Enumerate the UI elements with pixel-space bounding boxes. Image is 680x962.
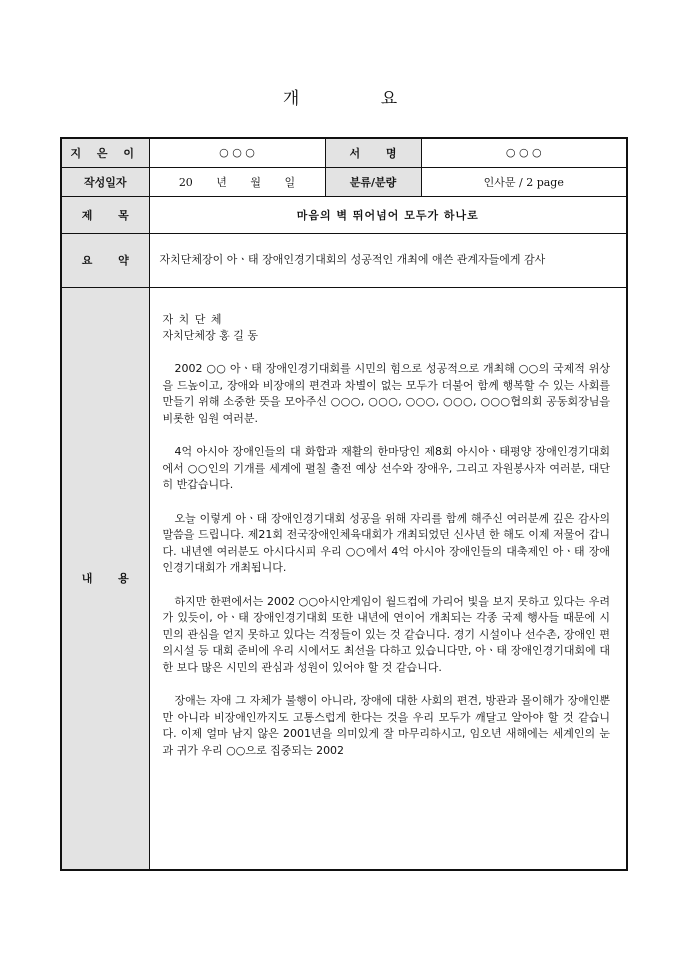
address-line-1: 자 치 단 체 (162, 312, 223, 326)
title-row (61, 196, 627, 233)
title-label: 제 목 (61, 196, 149, 233)
page-title: 개 요 (282, 89, 436, 109)
content-row (61, 287, 627, 870)
category-label: 분류/분량 (325, 167, 421, 196)
address-line-2: 자치단체장 홍 길 동 (162, 329, 258, 343)
category-value: 인사문 / 2 page (421, 167, 627, 196)
title-value: 마음의 벽 뛰어넘어 모두가 하나로 (149, 196, 627, 233)
author-value: ○ ○ ○ (149, 138, 325, 167)
summary-label: 요 약 (61, 233, 149, 287)
date-label: 작성일자 (61, 167, 149, 196)
date-value: 20 년 월 일 (149, 167, 325, 196)
content-paragraph: 하지만 한편에서는 2002 ○○아시안게임이 월드컵에 가리어 빛을 보지 못하고 있다는 우려가 있듯이, 아ㆍ태 장애인경기대회 또한 내년에 연이어 개최되는 각종 국제 행사들 때문에 시민의 관심을 얻지 못하고 있다는 걱정들이 있는 것 같습니다. 경기 시설이나 선수촌, 장애인 편의시설 등 대회 준비에 우리 시에서도 최선을 다하고 있습니다만, 아ㆍ태 장애인경기대회에 대한 보다 많은 시민의 관심과 성원이 있어야 할 것 같습니다. (162, 594, 610, 674)
author-row (61, 138, 627, 167)
summary-row (61, 233, 627, 287)
name-value: ○ ○ ○ (421, 138, 627, 167)
author-label: 지 은 이 (61, 138, 149, 167)
content-paragraph: 4억 아시아 장애인들의 대 화합과 재활의 한마당인 제8회 아시아ㆍ태평양 장애인경기대회에서 ○○인의 기개를 세계에 펼칠 출전 예상 선수와 장애우, 그리고 자원봉사자 여러분, 대단히 반갑습니다. (162, 445, 610, 492)
content-paragraph: 장애는 자애 그 자체가 불행이 아니라, 장애에 대한 사회의 편견, 방관과 몰이해가 장애인뿐만 아니라 비장애인까지도 고통스럽게 한다는 것을 우리 모두가 깨달고 알아야 할 것 같습니다. 이제 얼마 남지 않은 2001년을 의미있게 잘 마무리하시고, 임오년 새해에는 세계인의 눈과 귀가 우리 ○○으로 집중되는 2002 (162, 694, 610, 757)
content-paragraph: 2002 ○○ 아ㆍ태 장애인경기대회를 시민의 힘으로 성공적으로 개최해 ○○의 국제적 위상을 드높이고, 장애와 비장애의 편견과 차별이 없는 모두가 더불어 함께 행복할 수 있는 사회를 만들기 위해 소중한 뜻을 모아주신 ○○○, ○○○, ○○○, ○○○, ○○○협의회 공동회장님을 비롯한 임원 여러분. (162, 362, 610, 426)
content-paragraph: 오늘 이렇게 아ㆍ태 장애인경기대회 성공을 위해 자리를 함께 해주신 여러분께 깊은 감사의 말씀을 드립니다. 제21회 전국장애인체육대회가 개최되었던 신사년 한 해도 이제 저물어 갑니다. 내년엔 여러분도 아시다시피 우리 ○○에서 4억 아시아 장애인들의 대축제인 아ㆍ태 장애인경기대회가 개최됩니다. (162, 511, 610, 575)
date-row (61, 167, 627, 196)
content-label: 내 용 (61, 287, 149, 870)
document-info-table (60, 137, 628, 871)
summary-value: 자치단체장이 아ㆍ태 장애인경기대회의 성공적인 개최에 애쓴 관계자들에게 감사 (149, 233, 627, 287)
content-body (149, 287, 627, 870)
name-label: 서 명 (325, 138, 421, 167)
